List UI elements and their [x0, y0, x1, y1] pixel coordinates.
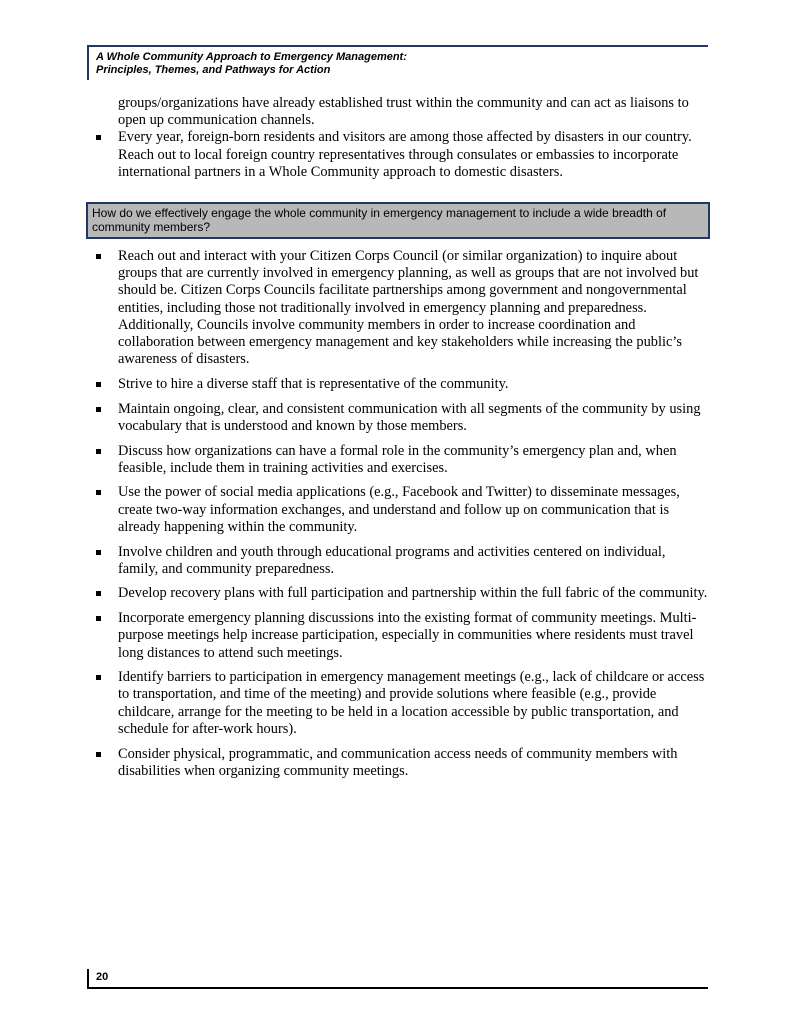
list-item-text: Incorporate emergency planning discussions into the existing format of community meetings. Multi-purpose meetings help increase participation, especially in communities where residents must travel long distances to attend such meetings.	[118, 610, 697, 661]
header-title-line1: A Whole Community Approach to Emergency Management:	[96, 51, 407, 63]
list-item	[95, 376, 708, 393]
page-number: 20	[96, 971, 109, 983]
list-item	[95, 484, 708, 536]
list-item	[95, 401, 708, 435]
list-item-text: Develop recovery plans with full participation and partnership within the full fabric of the community.	[118, 585, 708, 602]
engagement-bullet-list	[95, 248, 708, 780]
list-item-text: Identify barriers to participation in emergency management meetings (e.g., lack of childcare or access to transportation, and time of the meeting) and provide solutions where feasible (e.g., provide childcare, arrange for the meeting to be held in a location accessible by public transportation, and schedule for after-work hours).	[118, 669, 705, 737]
bullet-square-icon	[96, 752, 101, 757]
bullet-square-icon	[96, 382, 101, 387]
list-item	[95, 129, 708, 181]
list-item	[95, 746, 708, 780]
list-item-text: Use the power of social media applications (e.g., Facebook and Twitter) to disseminate messages, create two-way information exchanges, and understand and follow up on communication that is already happening within the community.	[118, 484, 680, 535]
running-header	[87, 45, 708, 80]
page-footer	[87, 969, 708, 989]
bullet-square-icon	[96, 407, 101, 412]
page-content	[92, 95, 708, 788]
list-item	[95, 585, 708, 602]
bullet-square-icon	[96, 616, 101, 621]
list-item-text: Maintain ongoing, clear, and consistent communication with all segments of the community by using vocabulary that is understood and known by those members.	[118, 400, 701, 434]
list-item-text: Discuss how organizations can have a formal role in the community’s emergency plan and, when feasible, include them in training activities and exercises.	[118, 442, 677, 476]
bullet-square-icon	[96, 135, 101, 140]
header-title-line2: Principles, Themes, and Pathways for Action	[96, 64, 331, 76]
list-item-text: Strive to hire a diverse staff that is representative of the community.	[118, 375, 509, 392]
list-item	[95, 443, 708, 477]
continued-paragraph: groups/organizations have already established trust within the community and can act as liaisons to open up communication channels.	[118, 95, 689, 129]
bullet-square-icon	[96, 550, 101, 555]
top-bullet-list	[95, 129, 708, 181]
list-item-text: Involve children and youth through educational programs and activities centered on individual, family, and community preparedness.	[118, 543, 666, 577]
bullet-square-icon	[96, 254, 101, 259]
list-item-text: Consider physical, programmatic, and communication access needs of community members with disabilities when organizing community meetings.	[118, 745, 678, 779]
list-item	[95, 669, 708, 738]
list-item	[95, 610, 708, 662]
list-item-text: Reach out and interact with your Citizen Corps Council (or similar organization) to inquire about groups that are currently involved in emergency planning, as well as groups that are not involved but should be. Citizen Corps Councils facilitate partnerships among government and nongovernmental entities, including those not traditionally involved in emergency planning and preparedness. Additionally, Councils involve community members in order to increase coordination and collaboration between emergency management and key stakeholders while increasing the public’s awareness of disasters.	[118, 248, 699, 368]
bullet-square-icon	[96, 490, 101, 495]
bullet-square-icon	[96, 591, 101, 596]
list-item	[95, 544, 708, 578]
list-item-text: Every year, foreign-born residents and visitors are among those affected by disasters in our country. Reach out to local foreign country representatives through consulates or embassies to incorporate international partners in a Whole Community approach to domestic disasters.	[118, 129, 692, 180]
bullet-square-icon	[96, 675, 101, 680]
question-callout: How do we effectively engage the whole community in emergency management to include a wide breadth of community members?	[86, 202, 710, 239]
list-item	[95, 248, 708, 368]
bullet-square-icon	[96, 449, 101, 454]
